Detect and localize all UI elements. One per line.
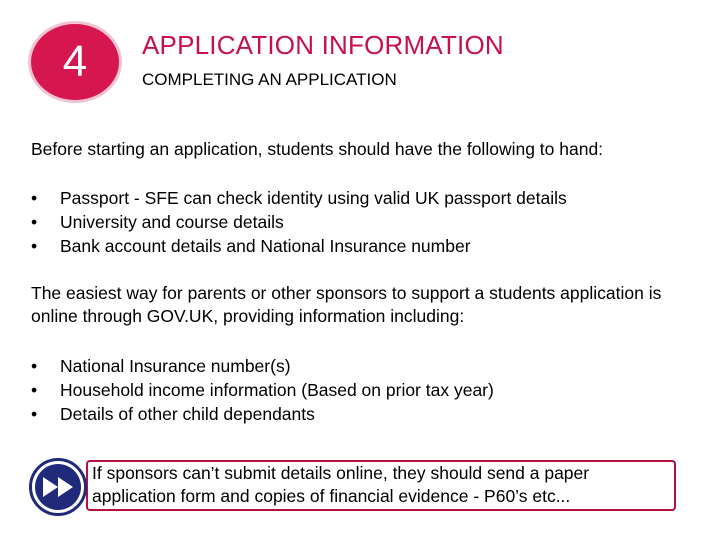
callout-text bbox=[92, 462, 682, 508]
list-item: • National Insurance number(s) bbox=[31, 354, 494, 378]
section-number: 4 bbox=[62, 37, 88, 86]
fast-forward-button[interactable] bbox=[29, 458, 87, 516]
sponsor-information-list bbox=[31, 354, 494, 426]
list-item: • Details of other child dependants bbox=[31, 402, 494, 426]
page-title: APPLICATION INFORMATION bbox=[142, 30, 504, 60]
list-item: • Bank account details and National Insurance number bbox=[31, 234, 567, 258]
callout-line-1: If sponsors can’t submit details online, they should send a paper bbox=[92, 463, 590, 483]
intro-paragraph: Before starting an application, students should have the following to hand: bbox=[31, 139, 604, 159]
callout-line-2: application form and copies of financial evidence - P60’s etc... bbox=[92, 486, 571, 506]
section-number-badge bbox=[31, 24, 119, 100]
list-item: • Passport - SFE can check identity using valid UK passport details bbox=[31, 186, 567, 210]
sponsors-paragraph: The easiest way for parents or other sponsors to support a students application is online through GOV.UK, providing information including: bbox=[31, 283, 662, 326]
page-subtitle: COMPLETING AN APPLICATION bbox=[142, 70, 397, 89]
list-item: • Household income information (Based on prior tax year) bbox=[31, 378, 494, 402]
fast-forward-icon bbox=[35, 464, 81, 510]
student-requirements-list bbox=[31, 186, 567, 258]
list-item: • University and course details bbox=[31, 210, 567, 234]
